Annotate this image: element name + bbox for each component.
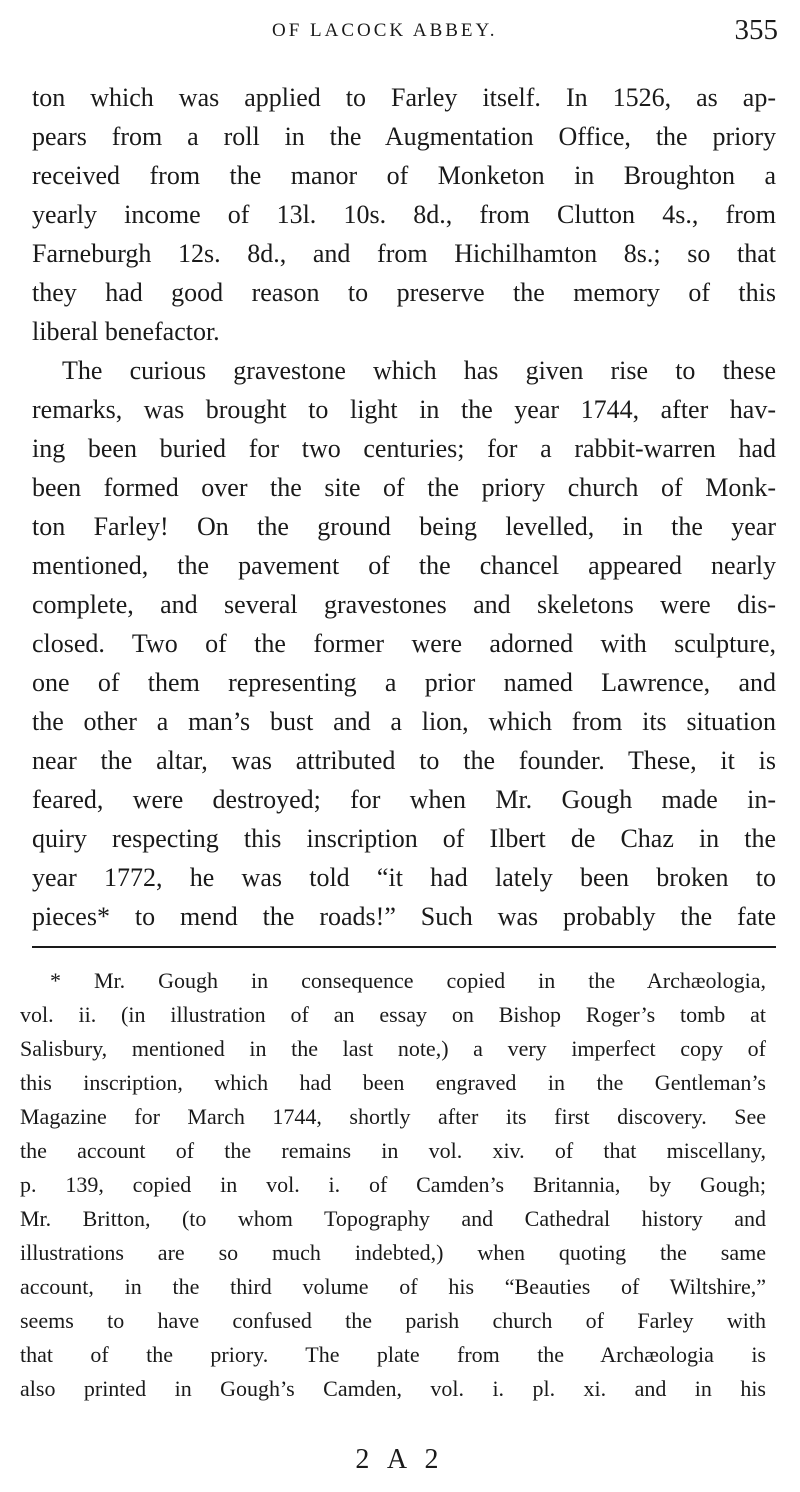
body-line: quiry respecting this inscription of Ilbert de Chaz in the	[32, 824, 776, 853]
signature-mark: 2 A 2	[355, 1444, 445, 1475]
body-line: been formed over the site of the priory church of Monk-	[32, 473, 776, 502]
body-line: yearly income of 13l. 10s. 8d., from Clutton 4s., from	[32, 200, 776, 229]
body-text	[32, 78, 776, 936]
body-line: ton which was applied to Farley itself. In 1526, as ap-	[32, 83, 776, 112]
footnote	[20, 964, 766, 1406]
footnote-line: also printed in Gough’s Camden, vol. i. pl. xi. and in his	[20, 1376, 766, 1401]
footnote-line: Mr. Britton, (to whom Topography and Cathedral history and	[20, 1206, 766, 1231]
body-line: Farneburgh 12s. 8d., and from Hichilhamton 8s.; so that	[32, 239, 776, 268]
body-line: closed. Two of the former were adorned with sculpture,	[32, 629, 776, 658]
footnote-line: vol. ii. (in illustration of an essay on Bishop Roger’s tomb at	[20, 1002, 766, 1027]
body-line: feared, were destroyed; for when Mr. Gough made in-	[32, 785, 776, 814]
footnote-line: this inscription, which had been engraved in the Gentleman’s	[20, 1070, 766, 1095]
body-line: pears from a roll in the Augmentation Office, the priory	[32, 122, 776, 151]
page-number: 355	[734, 14, 778, 46]
footnote-line: * Mr. Gough in consequence copied in the Archæologia,	[50, 968, 766, 993]
body-line: pieces* to mend the roads!” Such was probably the fate	[32, 902, 776, 931]
footnote-line: account, in the third volume of his “Beauties of Wiltshire,”	[20, 1274, 766, 1299]
footnote-line: that of the priory. The plate from the Archæologia is	[20, 1342, 766, 1367]
running-head	[0, 14, 800, 54]
body-line: remarks, was brought to light in the year 1744, after hav-	[32, 395, 776, 424]
footnote-divider	[32, 946, 776, 948]
footnote-line: seems to have confused the parish church of Farley with	[20, 1308, 766, 1333]
footnote-line: the account of the remains in vol. xiv. of that miscellany,	[20, 1138, 766, 1163]
body-line: mentioned, the pavement of the chancel appeared nearly	[32, 551, 776, 580]
body-line: The curious gravestone which has given rise to these	[62, 356, 776, 385]
body-line: they had good reason to preserve the memory of this	[32, 278, 776, 307]
footnote-line: Magazine for March 1744, shortly after its first discovery. See	[20, 1104, 766, 1129]
body-line: received from the manor of Monketon in Broughton a	[32, 161, 776, 190]
body-line: near the altar, was attributed to the founder. These, it is	[32, 746, 776, 775]
body-line: ton Farley! On the ground being levelled, in the year	[32, 512, 776, 541]
body-line: year 1772, he was told “it had lately been broken to	[32, 863, 776, 892]
footnote-line: illustrations are so much indebted,) when quoting the same	[20, 1240, 766, 1265]
body-line: liberal benefactor.	[32, 317, 220, 346]
body-line: complete, and several gravestones and skeletons were dis-	[32, 590, 776, 619]
body-line: one of them representing a prior named Lawrence, and	[32, 668, 776, 697]
running-title: OF LACOCK ABBEY.	[272, 20, 498, 41]
body-line: the other a man’s bust and a lion, which from its situation	[32, 707, 776, 736]
footnote-line: Salisbury, mentioned in the last note,) a very imperfect copy of	[20, 1036, 766, 1061]
footnote-line: p. 139, copied in vol. i. of Camden’s Britannia, by Gough;	[20, 1172, 766, 1197]
body-line: ing been buried for two centuries; for a rabbit-warren had	[32, 434, 776, 463]
